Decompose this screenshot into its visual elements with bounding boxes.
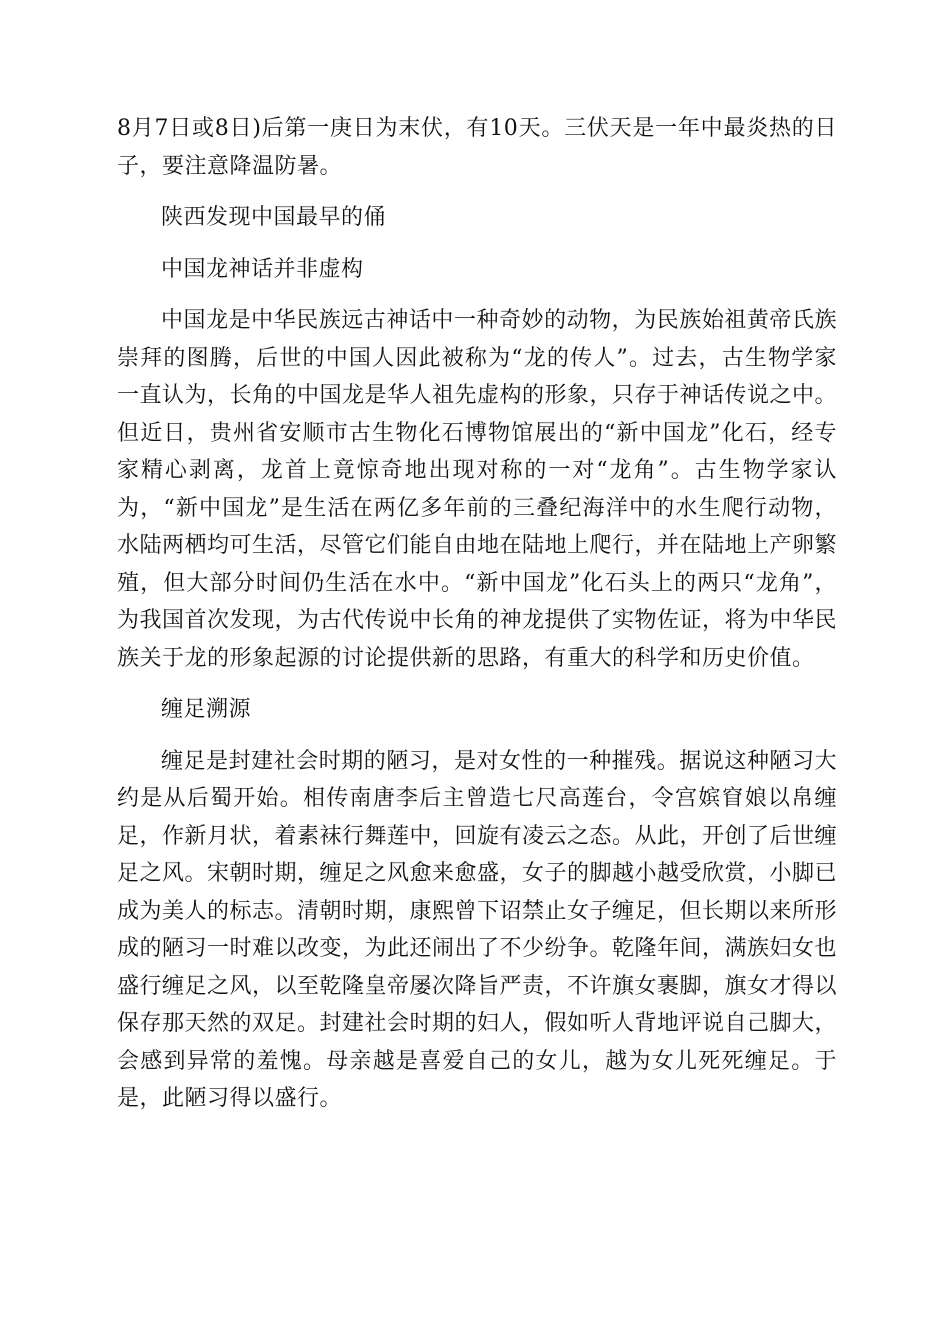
- spacer: [117, 237, 837, 251]
- paragraph-foot-binding: 缠足是封建社会时期的陋习，是对女性的一种摧残。据说这种陋习大约是从后蜀开始。相传南唐李后主曾造七尺高莲台，令宫嫔窅娘以帛缠足，作新月状，着素袜行舞莲中，回旋有凌云之态。从此，开创了后世缠足之风。宋朝时期，缠足之风愈来愈盛，女子的脚越小越受欣赏，小脚已成为美人的标志。清朝时期，康熙曾下诏禁止女子缠足，但长期以来所形成的陋习一时难以改变，为此还闹出了不少纷争。乾隆年间，满族妇女也盛行缠足之风，以至乾隆皇帝屡次降旨严责，不许旗女裹脚，旗女才得以保存那天然的双足。封建社会时期的妇人，假如听人背地评说自己脚大，会感到异常的羞愧。母亲越是喜爱自己的女儿，越为女儿死死缠足。于是，此陋习得以盛行。: [117, 748, 838, 1111]
- paragraph-dragon-fossil: 中国龙是中华民族远古神话中一种奇妙的动物，为民族始祖黄帝氏族崇拜的图腾，后世的中国人因此被称为“龙的传人”。过去，古生物学家一直认为，长角的中国龙是华人祖先虚构的形象，只存于神话传说之中。但近日，贵州省安顺市古生物化石博物馆展出的“新中国龙”化石，经专家精心剥离，龙首上竟惊奇地出现对称的一对“龙角”。古生物学家认为，“新中国龙”是生活在两亿多年前的三叠纪海洋中的水生爬行动物，水陆两栖均可生活，尽管它们能自由地在陆地上爬行，并在陆地上产卵繁殖，但大部分时间仍生活在水中。“新中国龙”化石头上的两只“龙角”，为我国首次发现，为古代传说中长角的神龙提供了实物佐证，将为中华民族关于龙的形象起源的讨论提供新的思路，有重大的科学和历史价值。: [117, 308, 838, 671]
- spacer: [117, 288, 837, 302]
- spacer: [117, 677, 837, 691]
- heading-shaanxi-figurine: 陕西发现中国最早的俑: [161, 205, 387, 230]
- paragraph-summer-heat: 8月7日或8日)后第一庚日为末伏，有10天。三伏天是一年中最炎热的日子，要注意降温防暑。: [117, 116, 837, 179]
- spacer: [117, 185, 837, 199]
- heading-chinese-dragon: 中国龙神话并非虚构: [161, 256, 364, 282]
- document-page: [117, 110, 837, 1118]
- spacer: [117, 729, 837, 743]
- heading-foot-binding: 缠足溯源: [161, 697, 252, 722]
